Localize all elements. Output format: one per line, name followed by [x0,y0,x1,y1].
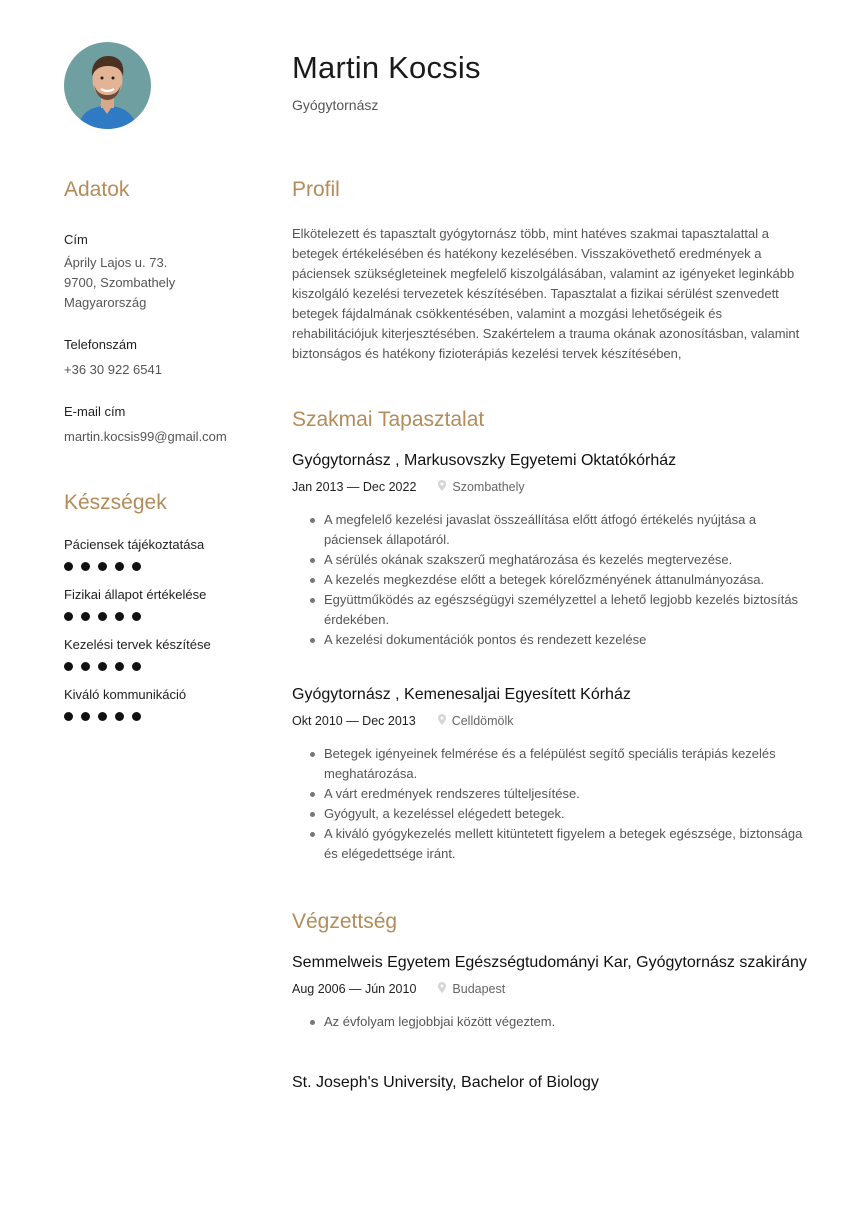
list-item: A kiváló gyógykezelés mellett kitüntetett figyelem a betegek egészsége, biztonsága és elégedettsége iránt. [324,824,812,864]
profile-text: Elkötelezett és tapasztalt gyógytornász több, mint hatéves szakmai tapasztalattal a betegek értékelésében és hatékony kezelésében. Visszakövethető eredmények a páciensek szükségleteinek megfelelő kiszolgálásában, valamint az igényeket leginkább kiszolgáló kezelési tervezetek készítésében. Tapasztalat a fizikai sérülést szenvedett betegek fájdalmának csökkentésében, valamint a mozgási lehetőségeik és rehabilitációjuk kiterjesztésében. Szakértelem a trauma okának azonosításban, valamint biztonságos és hatékony fizioterápiás kezelési tervek készítésében, [292,226,800,361]
education-heading: Végzettség [292,910,398,933]
skill-level-dot [81,712,90,721]
phone-label: Telefonszám [64,337,137,352]
list-item: Gyógyult, a kezeléssel elégedett betegek. [324,804,812,824]
email-label: E-mail cím [64,404,126,419]
list-item: A kezelés megkezdése előtt a betegek kórelőzményének áttanulmányozása. [324,570,812,590]
skill-level-dot [81,562,90,571]
job-bullets [292,510,812,650]
education-title: St. Joseph's University, Bachelor of Biology [292,1074,599,1091]
job-title: Gyógytornász , Kemenesaljai Egyesített Kórház [292,686,631,703]
profile-heading: Profil [292,178,340,201]
education-entry [292,1074,812,1092]
education-dates: Aug 2006 — Jún 2010 [292,982,417,996]
details-heading: Adatok [64,178,130,201]
list-item: Betegek igényeinek felmérése és a felépülést segítő speciális terápiás kezelés meghatározása. [324,744,812,784]
list-item: Együttműködés az egészségügyi személyzettel a lehető legjobb kezelés biztosítás érdekében. [324,590,812,630]
skill-level-dot [64,712,73,721]
list-item: A várt eredmények rendszeres túlteljesítése. [324,784,812,804]
skill-level-dot [115,662,124,671]
location-pin-icon [438,982,446,996]
address-line: 9700, Szombathely [64,275,176,290]
skill-level-dot [115,612,124,621]
job-dates: Jan 2013 — Dec 2022 [292,480,417,494]
skills-heading: Készségek [64,491,167,514]
education-location: Budapest [452,982,506,996]
job-meta [292,714,812,728]
skill-level-dot [98,712,107,721]
avatar [64,42,151,129]
skill-level-dot [132,612,141,621]
skill-level-dot [64,612,73,621]
skill-level-dots [64,612,264,621]
skill-item [64,537,264,571]
list-item: A kezelési dokumentációk pontos és rendezett kezelése [324,630,812,650]
skill-level-dot [64,562,73,571]
skill-level-dot [64,662,73,671]
job-bullets [292,744,812,864]
address-line: Magyarország [64,295,147,310]
job-title: Gyógytornász , Markusovszky Egyetemi Oktatókórház [292,452,677,469]
job-location: Szombathely [452,480,525,494]
education-meta [292,982,812,996]
skill-level-dot [132,712,141,721]
candidate-name: Martin Kocsis [292,50,481,85]
skill-level-dot [132,562,141,571]
skill-name: Páciensek tájékoztatása [64,537,205,552]
location-pin-icon [438,714,446,728]
job-entry [292,686,812,864]
skill-level-dot [115,562,124,571]
job-location: Celldömölk [451,714,514,728]
list-item: Az évfolyam legjobbjai között végeztem. [324,1012,812,1032]
list-item: A sérülés okának szakszerű meghatározása és kezelés megtervezése. [324,550,812,570]
skill-name: Kiváló kommunikáció [64,687,187,702]
location-pin-icon [438,480,446,494]
experience-heading: Szakmai Tapasztalat [292,408,485,431]
phone-value: +36 30 922 6541 [64,362,162,377]
address-value [64,253,264,313]
skill-name: Kezelési tervek készítése [64,637,211,652]
skill-level-dot [81,662,90,671]
job-dates: Okt 2010 — Dec 2013 [292,714,416,728]
email-value: martin.kocsis99@gmail.com [64,429,227,444]
skill-item [64,687,264,721]
job-meta [292,480,812,494]
skill-level-dot [81,612,90,621]
skill-level-dot [115,712,124,721]
main-content [292,178,812,1092]
skill-level-dots [64,662,264,671]
address-line: Áprily Lajos u. 73. [64,255,168,270]
sidebar [64,178,264,721]
skill-name: Fizikai állapot értékelése [64,587,207,602]
skill-level-dot [132,662,141,671]
education-bullets [292,1012,812,1032]
skill-item [64,587,264,621]
education-entry [292,954,812,1032]
skill-level-dot [98,662,107,671]
skill-level-dots [64,712,264,721]
skill-item [64,637,264,671]
skill-level-dot [98,562,107,571]
skill-level-dots [64,562,264,571]
skills-list [64,537,264,721]
candidate-job-title: Gyógytornász [292,97,379,113]
job-entry [292,452,812,650]
address-label: Cím [64,232,88,247]
skill-level-dot [98,612,107,621]
list-item: A megfelelő kezelési javaslat összeállítása előtt átfogó értékelés nyújtása a páciensek állapotáról. [324,510,812,550]
education-title: Semmelweis Egyetem Egészségtudományi Kar, Gyógytornász szakirány [292,954,807,971]
